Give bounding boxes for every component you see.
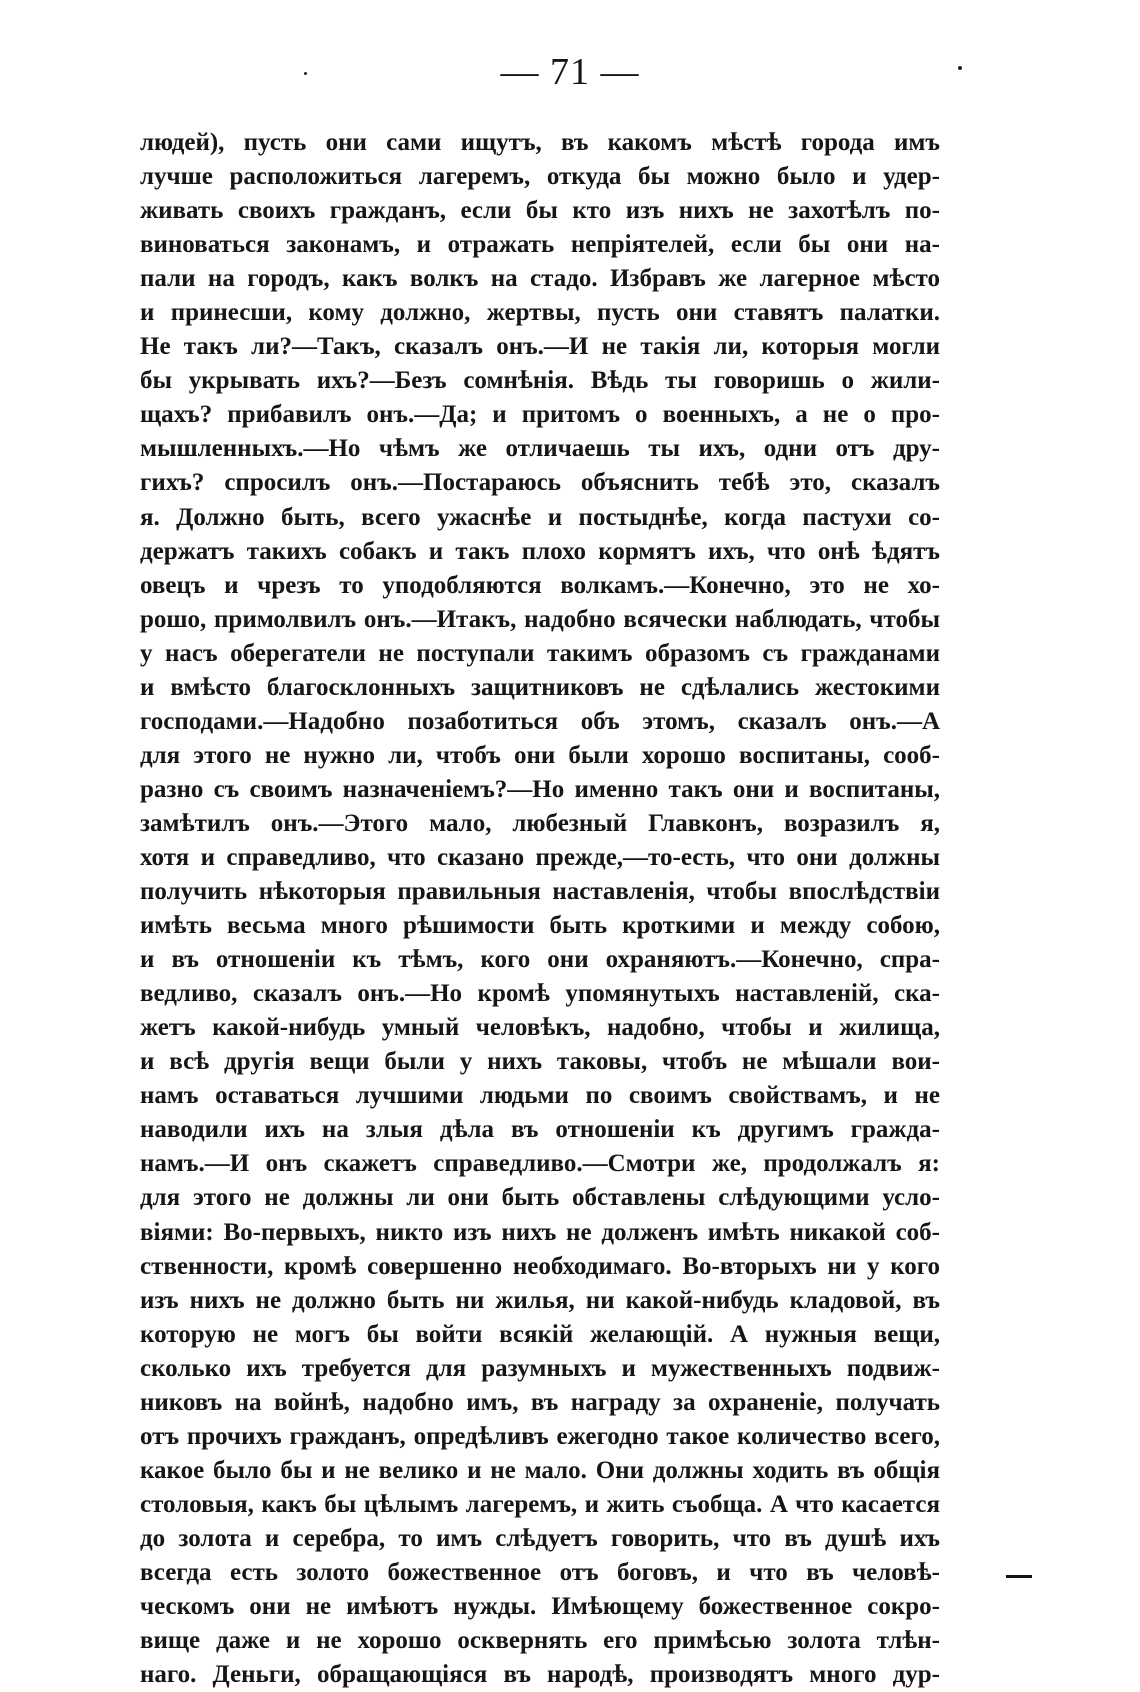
text-line: бы укрывать ихъ?—Безъ сомнѣнія. Вѣдь ты говоришь о жили- (140, 367, 940, 395)
text-line: жетъ какой-нибудь умный человѣкъ, надобно, чтобы и жилища, (140, 1014, 940, 1042)
text-line: віями: Во-первыхъ, никто изъ нихъ не долженъ имѣть никакой соб- (140, 1218, 940, 1246)
text-line: я. Должно быть, всего ужаснѣе и постыднѣе, когда пастухи со- (140, 503, 940, 531)
text-line: замѣтилъ онъ.—Этого мало, любезный Главконъ, возразилъ я, (140, 809, 940, 837)
text-line: разно съ своимъ назначеніемъ?—Но именно такъ они и воспитаны, (140, 775, 940, 803)
text-line: и принесши, кому должно, жертвы, пусть они ставятъ палатки. (140, 299, 940, 327)
text-line: рошо, примолвилъ онъ.—Итакъ, надобно всячески наблюдать, чтобы (140, 605, 940, 633)
text-line: мышленныхъ.—Но чѣмъ же отличаешь ты ихъ, одни отъ дру- (140, 435, 940, 463)
body-text (140, 126, 940, 1692)
text-line: Не такъ ли?—Такъ, сказалъ онъ.—И не такія ли, которыя могли (140, 333, 940, 361)
text-line: сколько ихъ требуется для разумныхъ и мужественныхъ подвиж- (140, 1354, 940, 1382)
text-line: для этого не должны ли они быть обставлены слѣдующими усло- (140, 1184, 940, 1212)
text-line: овецъ и чрезъ то уподобляются волкамъ.—Конечно, это не хо- (140, 571, 940, 599)
page-number: — 71 — (500, 51, 640, 93)
text-line: какое было бы и не велико и не мало. Они должны ходить въ общія (140, 1456, 940, 1484)
text-line: лучше расположиться лагеремъ, откуда бы можно было и удер- (140, 163, 940, 191)
text-line: ведливо, сказалъ онъ.—Но кромѣ упомянутыхъ наставленій, ска- (140, 980, 940, 1008)
text-line: намъ.—И онъ скажетъ справедливо.—Смотри же, продолжалъ я: (140, 1150, 940, 1178)
text-line: получить нѣкоторыя правильныя наставленія, чтобы впослѣдствіи (140, 878, 940, 906)
text-line: и всѣ другія вещи были у нихъ таковы, чтобъ не мѣшали вои- (140, 1048, 940, 1076)
text-line: и вмѣсто благосклонныхъ защитниковъ не сдѣлались жестокими (140, 673, 940, 701)
text-line: которую не могъ бы войти всякій желающій. А нужныя вещи, (140, 1320, 940, 1348)
text-line: гихъ? спросилъ онъ.—Постараюсь объяснить тебѣ это, сказалъ (140, 469, 940, 497)
text-line: хотя и справедливо, что сказано прежде,—то-есть, что они должны (140, 843, 940, 871)
text-line: людей), пусть они сами ищутъ, въ какомъ мѣстѣ города имъ (140, 129, 940, 156)
text-line: отъ прочихъ гражданъ, опредѣливъ ежегодно такое количество всего, (140, 1422, 940, 1450)
text-line: столовыя, какъ бы цѣлымъ лагеремъ, и жить съобща. А что касается (140, 1490, 940, 1518)
text-line: имѣть весьма много рѣшимости быть кроткими и между собою, (140, 912, 940, 940)
text-line: наго. Деньги, обращающіяся въ народѣ, производятъ много дур- (140, 1661, 940, 1689)
text-line: вище даже и не хорошо осквернять его примѣсью золота тлѣн- (140, 1627, 940, 1655)
text-line: всегда есть золото божественное отъ боговъ, и что въ человѣ- (140, 1558, 940, 1586)
text-line: наводили ихъ на злыя дѣла въ отношеніи къ другимъ гражда- (140, 1116, 940, 1144)
margin-speck (958, 66, 962, 70)
text-line: ческомъ они не имѣютъ нужды. Имѣющему божественное сокро- (140, 1593, 940, 1621)
text-line: для этого не нужно ли, чтобъ они были хорошо воспитаны, сооб- (140, 741, 940, 769)
text-line: щахъ? прибавилъ онъ.—Да; и притомъ о военныхъ, а не о про- (140, 401, 940, 429)
text-line: изъ нихъ не должно быть ни жилья, ни какой-нибудь кладовой, въ (140, 1286, 940, 1314)
text-line: виноваться законамъ, и отражать непріятелей, если бы они на- (140, 231, 940, 259)
text-line: держатъ такихъ собакъ и такъ плохо кормятъ ихъ, что онѣ ѣдятъ (140, 537, 940, 565)
text-line: господами.—Надобно позаботиться объ этомъ, сказалъ онъ.—А (140, 707, 940, 735)
text-line: ственности, кромѣ совершенно необходимаго. Во-вторыхъ ни у кого (140, 1252, 940, 1280)
text-line: до золота и серебра, то имъ слѣдуетъ говорить, что въ душѣ ихъ (140, 1524, 940, 1552)
text-line: пали на городъ, какъ волкъ на стадо. Избравъ же лагерное мѣсто (140, 265, 940, 293)
text-line: намъ оставаться лучшими людьми по своимъ свойствамъ, и не (140, 1082, 940, 1110)
text-line: у насъ оберегатели не поступали такимъ образомъ съ гражданами (140, 639, 940, 667)
margin-speck (304, 72, 307, 75)
text-line: живать своихъ гражданъ, если бы кто изъ нихъ не захотѣлъ по- (140, 197, 940, 225)
margin-dash-mark (1006, 1575, 1032, 1578)
text-line: никовъ на войнѣ, надобно имъ, въ награду за охраненіе, получать (140, 1388, 940, 1416)
text-line: и въ отношеніи къ тѣмъ, кого они охраняютъ.—Конечно, спра- (140, 946, 940, 974)
